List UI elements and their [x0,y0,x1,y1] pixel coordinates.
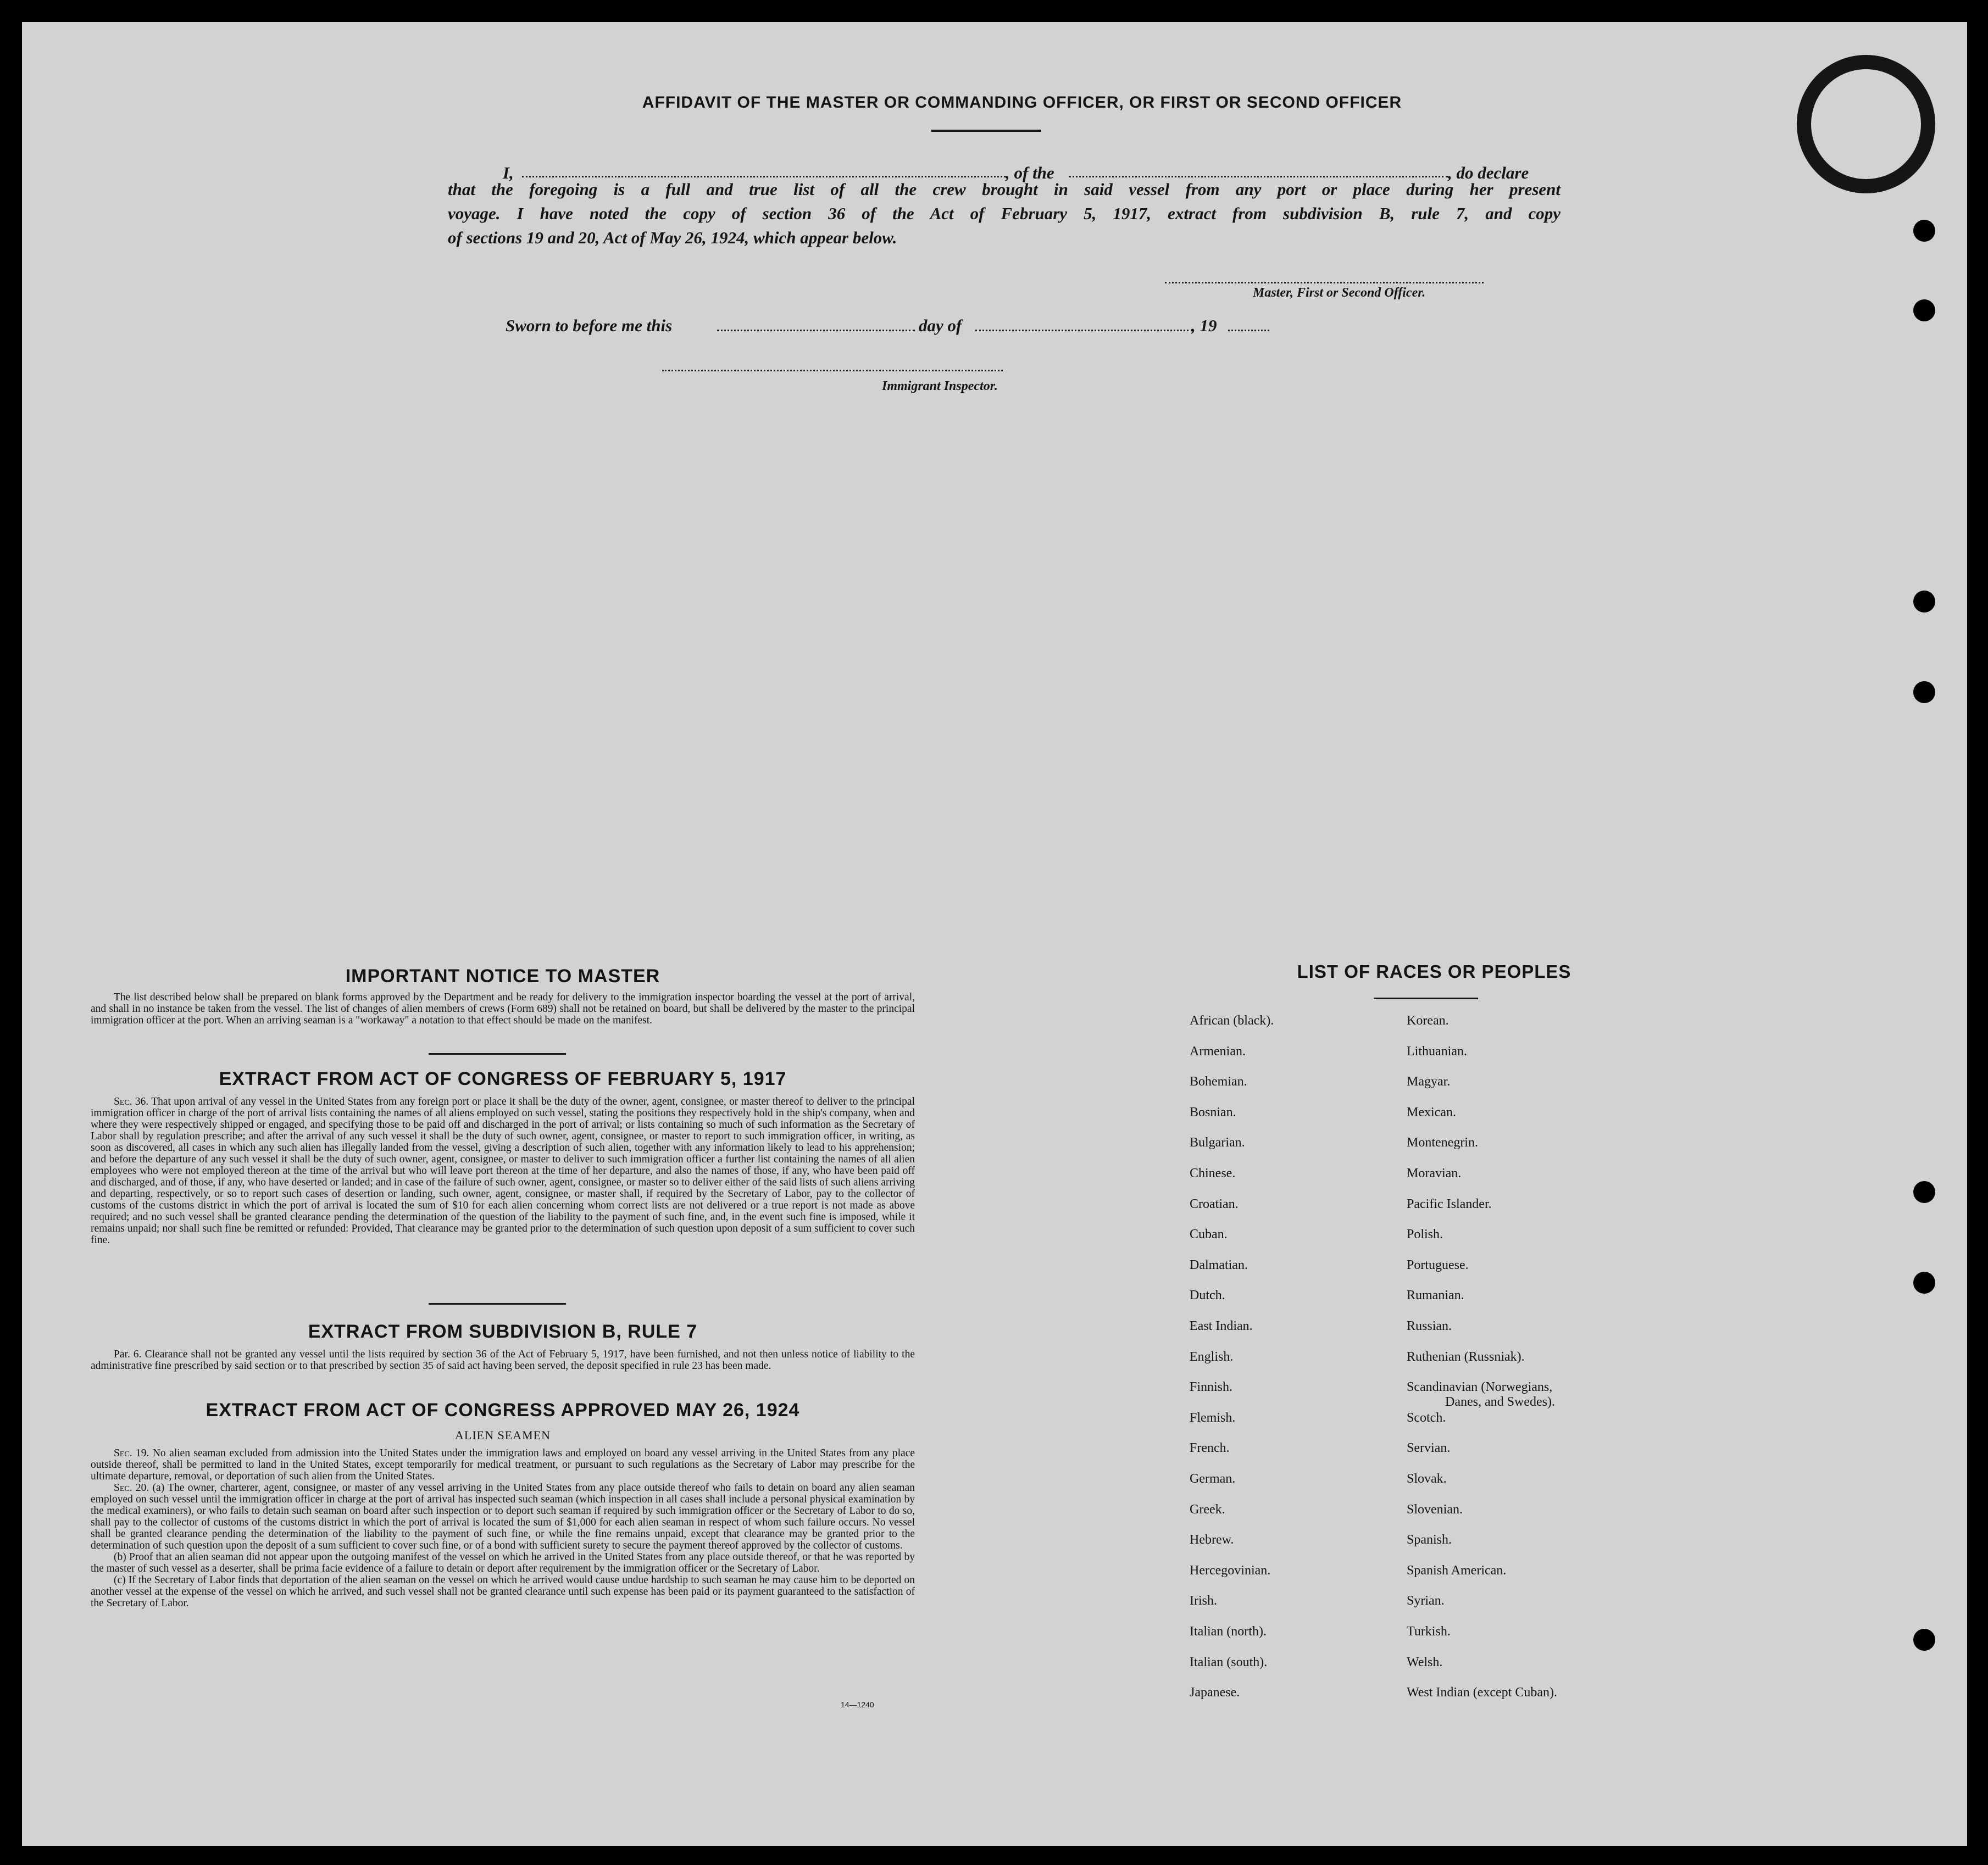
race-item-left: Irish. [1190,1594,1217,1608]
race-item-left: Dutch. [1190,1288,1225,1303]
notice-title: IMPORTANT NOTICE TO MASTER [345,966,660,987]
affidavit-of-the: , of the [1006,163,1054,182]
race-item-right: Portuguese. [1407,1257,1469,1272]
rule-7-text [91,1349,915,1372]
sec-19-label: Sec. 19. [114,1448,149,1459]
race-item-right: Scandinavian (Norwegians, [1407,1380,1553,1395]
race-item-left: Armenian. [1190,1044,1246,1059]
race-item-left: Flemish. [1190,1410,1236,1425]
race-item-left: English. [1190,1349,1234,1364]
act-1924-text [91,1448,915,1609]
race-item-right: Rumanian. [1407,1288,1464,1303]
race-item-right: Syrian. [1407,1594,1445,1608]
race-item-right: Ruthenian (Russniak). [1407,1349,1525,1364]
affidavit-title: AFFIDAVIT OF THE MASTER OR COMMANDING OFFICER, OR FIRST OR SECOND OFFICER [642,93,1402,112]
race-item-left: Bulgarian. [1190,1135,1245,1150]
binding-hole [1913,681,1935,703]
race-item-left: German. [1190,1472,1236,1486]
affidavit-i-label: I, [503,163,514,182]
affidavit-line-3: of sections 19 and 20, Act of May 26, 1924, which appear below. [448,228,897,247]
round-stamp-icon [1797,55,1935,193]
races-title: LIST OF RACES OR PEOPLES [1297,961,1571,982]
race-item-right: Slovak. [1407,1472,1447,1486]
sec-36-text: That upon arrival of any vessel in the United States from any foreign port or place it shall be the duty of the owner, agent, consignee, or master thereof to deliver to the principal immigration officer in charge of the port of arrival lists containing the names of all aliens employed on such vessel, stating the positions they respectively hold in the ship's company, when and where they were respectively shipped or engaged, and specifying those to be paid off and discharged in the port of arrival; or lists containing so much of such information as the Secretary of Labor shall by regulation prescribe; and after the arrival of any such vessel it shall be the duty of such owner, agent, consignee, or master to report to such immigration officer, in writing, as soon as discovered, all cases in which any such alien has illegally landed from the vessel, giving a description of such alien, together with any information likely to lead to his apprehension; and before the departure of any such vessel it shall be the duty of such owner, agent, consignee, or master to deliver to such immigration officer a further list containing the names of all alien employees who were not employed thereon at the time of the arrival but who will leave port thereon at the time of her departure, and also the names of those, if any, who have been paid off and discharged, and of those, if any, who have deserted or landed; and in case of the failure of such owner, agent, consignee, or master so to deliver either of the said lists of such aliens arriving and departing, respectively, or so to report such cases of desertion or landing, such owner, agent, consignee, or master shall, if required by the Secretary of Labor, pay to the collector of customs of the customs district in which the port of arrival is located the sum of $10 for each alien concerning whom correct lists are not delivered or a true report is not made as above required; and no such vessel shall be granted clearance pending the determination of the question of the liability to the payment of such fine, and, in the event such fine is imposed, while it remains unpaid; nor shall such fine be remitted or refunded: Provided, That clearance may be granted prior to the determination of such question upon deposit of a sum sufficient to cover such fine. [91,1096,915,1246]
rule-7-title: EXTRACT FROM SUBDIVISION B, RULE 7 [308,1321,698,1342]
affidavit-do-declare: , do declare [1448,163,1529,182]
section-rule [429,1303,566,1305]
act-1924-title: EXTRACT FROM ACT OF CONGRESS APPROVED MAY 26, 1924 [206,1400,800,1421]
race-item-left: East Indian. [1190,1319,1253,1333]
race-item-left: Dalmatian. [1190,1257,1248,1272]
race-item-right: Lithuanian. [1407,1044,1467,1059]
sec-20c-text: (c) If the Secretary of Labor finds that deportation of the alien seaman on the vessel on which he arrived would cause undue hardship to such seaman he may cause him to be deported on another vessel at the expense of the vessel on which he arrived, and such vessel shall not be granted clearance until such expense has been paid or its payment guaranteed to the satisfaction of the Secretary of Labor. [91,1574,915,1609]
race-item-left: Italian (south). [1190,1655,1268,1669]
race-item-left: Chinese. [1190,1166,1236,1181]
document-page [22,22,1967,1846]
race-item-right: Scotch. [1407,1410,1446,1425]
race-item-left: Bohemian. [1190,1075,1247,1089]
sec-20a-text: (a) The owner, charterer, agent, consignee, or master of any vessel arriving in the United States from any place outside thereof who fails to detain on board any alien seaman employed on such vessel until the immigration officer in charge at the port of arrival has inspected such seaman (which inspection in all cases shall include a personal physical examination by the medical examiners), or who fails to detain such seaman on board after such inspection or to deport such seaman if required by such immigration officer or the Secretary of Labor to do so, shall pay to the collector of customs of the customs district in which the port of arrival is located the sum of $1,000 for each alien seaman in respect of whom such failure occurs. No vessel shall be granted clearance pending the determination of the liability to the payment of such fine, or while the fine remains unpaid, except that clearance may be granted prior to the determination of such question upon the deposit of a sum sufficient to cover such fine, or of a bond with sufficient surety to secure the payment thereof approved by the collector of customs. [91,1482,915,1551]
sworn-month-blank [975,330,1192,331]
signature-caption: Master, First or Second Officer. [1253,286,1426,300]
signature-blank [1165,282,1484,283]
sec-19-text: No alien seaman excluded from admission into the United States under the immigration laws and employed on board any vessel arriving in the United States from any place outside thereof, shall be permitted to land in the United States, except temporarily for medical treatment, or pursuant to such regulations as the Secretary of Labor may prescribe for the ultimate departure, removal, or deportation of such alien from the United States. [91,1448,915,1482]
binding-hole [1913,1181,1935,1203]
race-item-right: Turkish. [1407,1624,1451,1639]
race-item-left: French. [1190,1441,1230,1456]
affidavit-line-2: voyage. I have noted the copy of section 36 of the Act of February 5, 1917, extract from subdivision B, rule 7, and copy [448,204,1561,223]
act-1917-title: EXTRACT FROM ACT OF CONGRESS OF FEBRUARY 5, 1917 [219,1068,787,1089]
race-item-left: Croatian. [1190,1196,1239,1211]
binding-hole [1913,220,1935,242]
sworn-day-blank [717,330,915,331]
race-item-left: Hercegovinian. [1190,1563,1271,1578]
race-item-right: Moravian. [1407,1166,1462,1181]
race-item-right: Korean. [1407,1014,1449,1028]
alien-seamen-subtitle: ALIEN SEAMEN [455,1428,551,1442]
form-number: 14—1240 [841,1700,874,1709]
race-item-left: Japanese. [1190,1685,1240,1700]
sec-20b-text: (b) Proof that an alien seaman did not appear upon the outgoing manifest of the vessel on which he arrived in the United States from any place outside thereof, or that he was reported by the master of such vessel as a deserter, shall be prima facie evidence of a failure to detain or deport after requirement by the immigration officer or the Secretary of Labor. [91,1551,915,1574]
binding-hole [1913,1272,1935,1294]
race-item-right: West Indian (except Cuban). [1407,1685,1557,1700]
year-label: , 19 [1191,316,1217,335]
day-of-label: day of [919,316,962,335]
race-item-left: Bosnian. [1190,1105,1236,1120]
race-item-right: Pacific Islander. [1407,1196,1492,1211]
inspector-caption: Immigrant Inspector. [882,379,998,393]
race-item-left: Italian (north). [1190,1624,1267,1639]
affidavit-line-1: that the foregoing is a full and true list of all the crew brought in said vessel from any port or place during her present [448,180,1561,199]
inspector-signature-blank [662,370,1003,371]
notice-paragraph: The list described below shall be prepared on blank forms approved by the Department and be ready for delivery to the immigration inspector boarding the vessel at the port of arrival, and shall in no instance be taken from the vessel. The list of changes of alien members of crews (Form 689) shall not be retained on board, but shall be delivered by the master to the principal immigration officer at the port. When an arriving seaman is a "workaway" a notation to that effect should be made on the manifest. [91,992,915,1026]
sec-36-label: Sec. 36. [114,1096,149,1107]
race-item-right: Welsh. [1407,1655,1443,1669]
race-item-left: Finnish. [1190,1380,1233,1395]
affidavit-text [448,177,1561,250]
notice-text [91,992,915,1026]
race-item-continuation: Danes, and Swedes). [1445,1395,1555,1410]
binding-hole [1913,299,1935,321]
races-title-rule [1374,998,1478,999]
race-item-right: Polish. [1407,1227,1443,1242]
binding-hole [1913,591,1935,613]
act-1917-text [91,1096,915,1246]
race-item-left: Hebrew. [1190,1533,1234,1547]
race-item-right: Servian. [1407,1441,1451,1456]
race-item-right: Slovenian. [1407,1502,1463,1517]
sworn-year-blank [1228,330,1269,331]
sworn-label: Sworn to before me this [506,316,673,335]
sec-20-label: Sec. 20. [114,1482,149,1494]
race-item-right: Spanish. [1407,1533,1452,1547]
race-item-right: Spanish American. [1407,1563,1507,1578]
title-rule [931,130,1041,132]
race-item-left: African (black). [1190,1014,1274,1028]
rule-7-paragraph: Par. 6. Clearance shall not be granted any vessel until the lists required by section 36 of the Act of February 5, 1917, have been furnished, and not then unless notice of liability to the administrative fine prescribed by said section or to that prescribed by section 35 of said act having been served, the deposit specified in rule 23 has been made. [91,1349,915,1372]
race-item-right: Russian. [1407,1319,1452,1333]
race-item-left: Greek. [1190,1502,1225,1517]
binding-hole [1913,1629,1935,1651]
race-item-right: Magyar. [1407,1075,1451,1089]
race-item-left: Cuban. [1190,1227,1228,1242]
section-rule [429,1053,566,1055]
race-item-right: Mexican. [1407,1105,1456,1120]
race-item-right: Montenegrin. [1407,1135,1478,1150]
